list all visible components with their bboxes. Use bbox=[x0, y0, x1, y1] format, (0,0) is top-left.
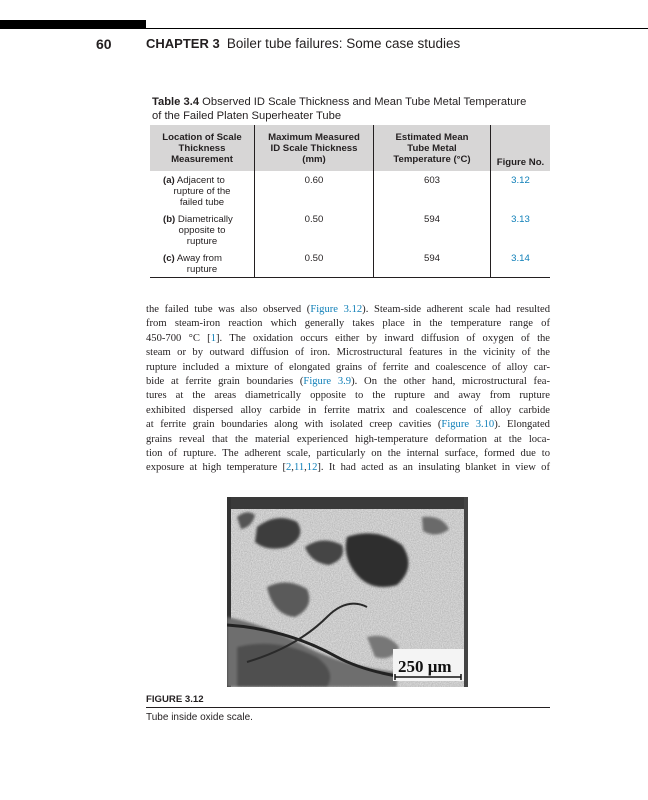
reference-link[interactable]: 12 bbox=[306, 462, 318, 474]
figure-label: FIGURE 3.12 bbox=[146, 694, 204, 705]
table-header-row bbox=[150, 125, 550, 171]
page-number: 60 bbox=[96, 36, 112, 52]
cell-temperature: 594 bbox=[374, 249, 491, 278]
text-line: rupture included a mixture of elongated grains of ferrite and coalescence of alloy car- bbox=[146, 361, 550, 373]
text-line: bide at ferrite grain boundaries (Figure 3.9). On the other hand, microstructural fea- bbox=[146, 375, 551, 387]
chapter-label: CHAPTER 3 bbox=[146, 36, 220, 51]
cell-thickness: 0.60 bbox=[255, 171, 374, 210]
cell-location: (b) Diametrically opposite to rupture bbox=[163, 214, 233, 247]
table-label: Table 3.4 bbox=[152, 96, 200, 108]
text-line: from steam-iron reaction which generally takes place in the temperature range of bbox=[146, 318, 550, 330]
cell-figure-link[interactable]: 3.14 bbox=[491, 249, 551, 278]
table-row bbox=[150, 171, 550, 210]
figure-caption: Tube inside oxide scale. bbox=[146, 712, 253, 723]
cell-temperature: 594 bbox=[374, 210, 491, 249]
data-table bbox=[150, 125, 550, 278]
cell-figure-link[interactable]: 3.12 bbox=[491, 171, 551, 210]
scale-bar-label: 250 μm bbox=[398, 657, 452, 676]
text-line: at ferrite grain boundaries along with isolated creep cavities (Figure 3.10). Elongated bbox=[146, 419, 550, 431]
reference-link[interactable]: 2 bbox=[285, 462, 292, 474]
header-rule bbox=[146, 28, 648, 29]
cell-thickness: 0.50 bbox=[255, 210, 374, 249]
figure-rule bbox=[146, 707, 550, 708]
text-line: exposure at high temperature [2,11,12]. It had acted as an insulating blanket in view of bbox=[146, 462, 550, 474]
body-paragraph bbox=[146, 303, 550, 476]
header-bar bbox=[0, 20, 146, 29]
cell-thickness: 0.50 bbox=[255, 249, 374, 278]
table-title bbox=[152, 95, 552, 123]
micrograph-image bbox=[227, 497, 468, 687]
reference-link[interactable]: 11 bbox=[293, 462, 305, 474]
text-line: tion of rupture. The adherent scale, particularly on the internal surface, formed due to bbox=[146, 447, 550, 459]
text-line: tures at the areas diametrically opposite to the rupture and away from rupture bbox=[146, 390, 550, 402]
cell-figure-link[interactable]: 3.13 bbox=[491, 210, 551, 249]
table-title-line2: of the Failed Platen Superheater Tube bbox=[152, 110, 342, 122]
col-header-location: Location of Scale Thickness Measurement bbox=[150, 125, 255, 171]
figure-link[interactable]: Figure 3.10 bbox=[441, 419, 495, 431]
table-title-line1: Observed ID Scale Thickness and Mean Tube Metal Temperature bbox=[202, 96, 527, 108]
text-line: the failed tube was also observed (Figure 3.12). Steam-side adherent scale had resulted bbox=[146, 304, 550, 315]
running-head bbox=[146, 36, 460, 51]
cell-location: (c) Away from rupture bbox=[150, 249, 255, 278]
table-row bbox=[150, 210, 550, 249]
text-line: 450-700 °C [1]. The oxidation occurs either by inward diffusion of oxygen of the bbox=[146, 332, 551, 344]
cell-temperature: 603 bbox=[374, 171, 491, 210]
reference-link[interactable]: 1 bbox=[210, 332, 216, 344]
chapter-title: Boiler tube failures: Some case studies bbox=[226, 36, 461, 51]
col-header-figure: Figure No. bbox=[491, 125, 551, 171]
text-line: steam or by outward diffusion of iron. Microstructural features in the vicinity of the bbox=[146, 347, 550, 359]
col-header-thickness: Maximum Measured ID Scale Thickness (mm) bbox=[255, 125, 374, 171]
figure-link[interactable]: Figure 3.12 bbox=[310, 304, 363, 315]
col-header-temperature: Estimated Mean Tube Metal Temperature (°C) bbox=[374, 125, 491, 171]
table-row bbox=[150, 249, 550, 278]
text-line: grains reveal that the material experienced high-temperature deformation at the loca- bbox=[146, 433, 550, 445]
text-line: exhibited dispersed alloy carbide in ferrite matrix and coalescence of alloy carbide bbox=[146, 404, 550, 416]
cell-location: (a) Adjacent to rupture of the failed tube bbox=[163, 175, 231, 208]
figure-link[interactable]: Figure 3.9 bbox=[303, 375, 352, 387]
